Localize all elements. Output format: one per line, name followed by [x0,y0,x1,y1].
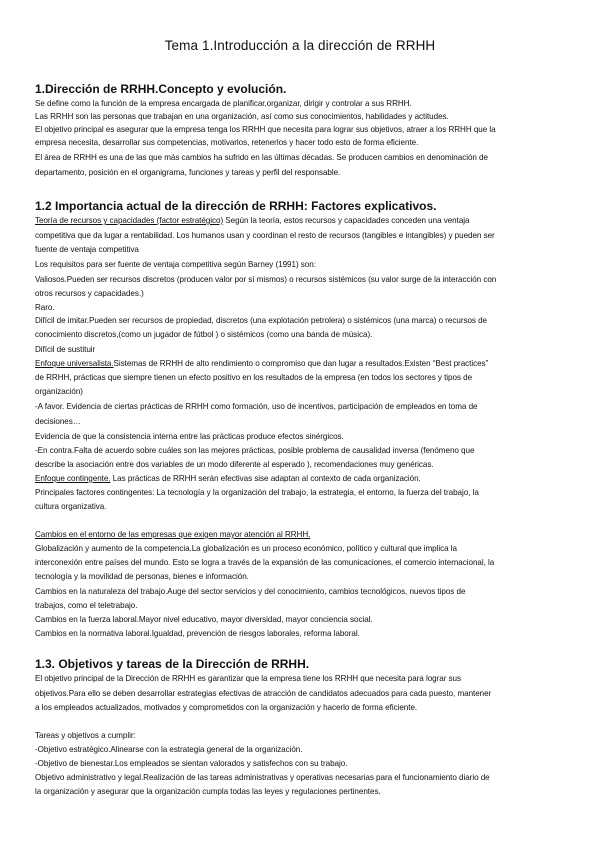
paragraph-line: Cambios en la naturaleza del trabajo.Auge del sector servicios y del conocimiento, cambios tecnológicos, nuevos tipos de [35,587,466,596]
paragraph-line: El objetivo principal de la Dirección de RRHH es garantizar que la empresa tiene los RRHH que necesita para lograr sus [35,674,461,683]
underlined-term: Enfoque contingente. [35,474,111,483]
paragraph-line: Principales factores contingentes: La tecnología y la organización del trabajo, la estrategia, el entorno, la fuerza del trabajo, la [35,488,479,497]
paragraph-line: de RRHH, prácticas que siempre tienen un efecto positivo en los resultados de la empresa (en todos los sectores y tipos de [35,373,473,382]
paragraph-line: El área de RRHH es una de las que más cambios ha sufrido en las últimas décadas. Se producen cambios en denominación de [35,153,488,162]
paragraph-line: Difícil de imitar.Pueden ser recursos de propiedad, discretos (una explotación petrolera) o sistémicos (una marca) o recursos de [35,316,488,325]
paragraph-line: fuente de ventaja competitiva [35,245,139,254]
underlined-term: Enfoque universalista. [35,359,114,368]
paragraph-line: describe la asociación entre dos variables de un modo diferente al esperado ), recomendaciones muy genéricas. [35,460,434,469]
paragraph-line: Los requisitos para ser fuente de ventaja competitiva según Barney (1991) son: [35,260,316,269]
line-text: Sistemas de RRHH de alto rendimiento o compromiso que dan lugar a resultados.Existen “Best practices” [113,359,489,368]
paragraph-line: decisiones… [35,417,81,426]
paragraph-line: conocimiento discretos,(como un jugador de fútbol ) o sistémicos (como una banda de música). [35,330,373,339]
paragraph-line: a los empleados actualizados, motivados y comprometidos con la organización y hacerlo de forma eficiente. [35,703,418,712]
paragraph-line: Objetivo administrativo y legal.Realización de las tareas administrativas y operativas necesarias para el funcionamiento diario de [35,773,490,782]
paragraph-line: -Objetivo de bienestar.Los empleados se sientan valorados y satisfechos con su trabajo. [35,759,348,768]
paragraph-line: Globalización y aumento de la competencia.La globalización es un proceso económico, político y cultural que implica la [35,544,457,553]
paragraph-line: Cambios en la normativa laboral.Igualdad, prevención de riesgos laborales, reforma laboral. [35,629,360,638]
paragraph-line: empresa necesita, desarrollar sus competencias, motivarlos, retenerlos y hacer todo esto de forma eficiente. [35,138,419,147]
paragraph-line [35,215,469,226]
paragraph-line: objetivos.Para ello se deben desarrollar estrategias efectivas de atracción de candidatos adecuados para cada puesto, mantener [35,689,492,698]
paragraph-line: otros recursos y capacidades.) [35,289,144,298]
paragraph-line: -A favor. Evidencia de ciertas prácticas de RRHH como formación, uso de incentivos, participación de empleados en toma de [35,402,478,411]
paragraph-line: El objetivo principal es asegurar que la empresa tenga los RRHH que necesita para lograr sus objetivos, atraer a los RRHH que la [35,125,496,134]
paragraph-line [35,358,488,369]
paragraph-line: organización) [35,387,83,396]
paragraph-line: tecnología y la movilidad de personas, bienes e información. [35,572,249,581]
section-3-heading: 1.3. Objetivos y tareas de la Dirección de RRHH. [35,657,310,671]
paragraph-line: Tareas y objetivos a cumplir: [35,731,136,740]
page-title: Tema 1.Introducción a la dirección de RRHH [164,38,436,53]
paragraph-line: competitiva que da lugar a rentabilidad. Los humanos usan y coordinan el resto de recursos (tangibles e intangibles) y pueden ser [35,231,495,240]
paragraph-line: Raro. [35,303,55,312]
paragraph-line: Cambios en la fuerza laboral.Mayor nivel educativo, mayor diversidad, mayor conciencia social. [35,615,373,624]
paragraph-line: la organización y asegurar que la organización cumpla todas las leyes y regulaciones pertinentes. [35,787,381,796]
paragraph-line: interconexión entre países del mundo. Esto se logra a través de la expansión de las comunicaciones, el comercio internacional, la [35,558,495,567]
paragraph-line: Evidencia de que la consistencia interna entre las prácticas produce efectos sinérgicos. [35,432,344,441]
subsection-heading: Cambios en el entorno de las empresas que exigen mayor atención al RRHH. [35,530,311,539]
paragraph-line: cultura organizativa. [35,502,107,511]
section-2-heading: 1.2 Importancia actual de la dirección de RRHH: Factores explicativos. [35,199,437,213]
paragraph-line: Valiosos.Pueden ser recursos discretos (producen valor por sí mismos) o recursos sistémicos (su valor surge de la interacción con [35,275,497,284]
line-text: Las prácticas de RRHH serán efectivas sise adaptan al contexto de cada organización. [110,474,421,483]
line-text: Según la teoría, estos recursos y capacidades conceden una ventaja [223,216,470,225]
underlined-term: Teoría de recursos y capacidades (factor estratégico) [35,216,224,225]
paragraph-line: -Objetivo estratégico.Alinearse con la estrategia general de la organización. [35,745,303,754]
paragraph-line: departamento, posición en el organigrama, funciones y tareas y perfil del responsable. [35,168,341,177]
paragraph-line: Se define como la función de la empresa encargada de planificar,organizar, dirigir y controlar a sus RRHH. [35,99,412,108]
paragraph-line: Difícil de sustituir [35,345,96,354]
section-1-heading: 1.Dirección de RRHH.Concepto y evolución. [35,82,287,96]
paragraph-line: trabajos, como el teletrabajo. [35,601,138,610]
paragraph-line [35,473,421,484]
paragraph-line: -En contra.Falta de acuerdo sobre cuáles son las mejores prácticas, posible problema de causalidad inversa (fenómeno que [35,446,475,455]
paragraph-line: Las RRHH son las personas que trabajan en una organización, así como sus conocimientos, habilidades y actitudes. [35,112,449,121]
